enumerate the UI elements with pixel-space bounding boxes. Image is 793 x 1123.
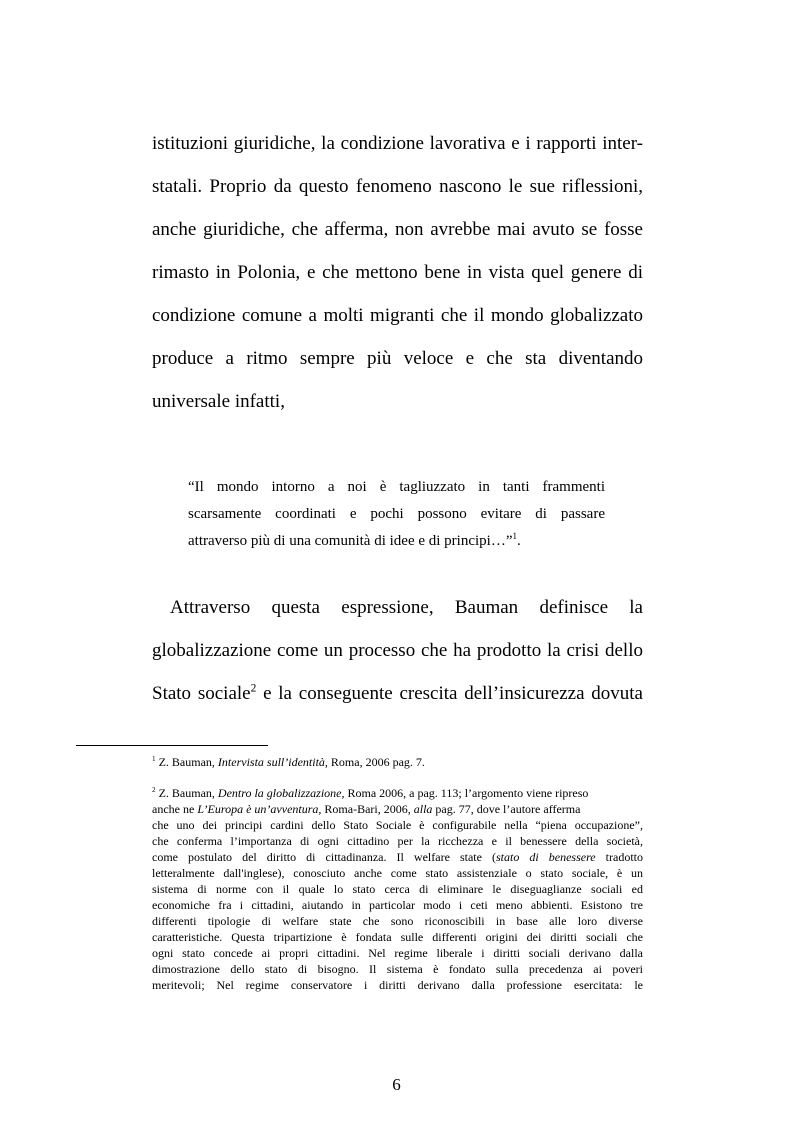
body-line: condizione comune a molti migranti che il mondo globalizzato xyxy=(152,305,643,326)
footnote-line: economiche fra i cittadini, aiutando in particolar modo i ceti meno abbienti. Esistono tre xyxy=(152,898,643,912)
footnote-text: Roma 2006, a pag. 113; l’argomento viene ripreso xyxy=(344,786,589,800)
body-line: istituzioni giuridiche, la condizione lavorativa e i rapporti inter- xyxy=(152,133,643,154)
footnote-line: caratteristiche. Questa tripartizione è fondata sulle differenti origini dei diritti sociali che xyxy=(152,930,643,944)
footnote-text: Roma-Bari, 2006, xyxy=(321,802,414,816)
footnote-ref[interactable]: 1 xyxy=(512,531,517,541)
footnote-text: anche ne xyxy=(152,802,198,816)
footnote-line: che conferma l’importanza di ogni cittadino per la ricchezza e il benessere della società, xyxy=(152,834,643,848)
body-line: Attraverso questa espressione, Bauman definisce la xyxy=(170,597,643,618)
footnote-separator xyxy=(76,745,268,746)
body-line: anche giuridiche, che afferma, non avrebbe mai avuto se fosse xyxy=(152,219,643,240)
footnote-line: che uno dei principi cardini dello Stato Sociale è configurabile nella “piena occupazione”, xyxy=(152,818,643,832)
page-number: 6 xyxy=(392,1075,401,1094)
footnote-line: differenti tipologie di welfare state che sono riconoscibili in base alle loro diverse xyxy=(152,914,643,928)
quote-line: scarsamente coordinati e pochi possono evitare di passare xyxy=(188,506,605,522)
quote-line xyxy=(188,531,605,551)
footnote-title: L’Europa è un’avventura, xyxy=(197,802,322,816)
footnote-title: Dentro la globalizzazione, xyxy=(217,786,345,800)
footnote-marker: 1 xyxy=(152,755,156,763)
footnote-line: meritevoli; Nel regime conservatore i diritti derivano dalla professione esercitata: le xyxy=(152,978,643,992)
body-text: Stato sociale xyxy=(152,683,251,704)
footnote-text: come postulato del diritto di cittadinanza. Il welfare state ( xyxy=(152,850,496,864)
footnote-italic: alla xyxy=(413,802,433,816)
body-text: e la conseguente crescita dell’insicurezza dovuta xyxy=(256,683,643,704)
quote-end: . xyxy=(517,533,521,549)
body-line: universale infatti, xyxy=(152,391,285,412)
body-line: produce a ritmo sempre più veloce e che sta diventando xyxy=(152,348,643,369)
footnote-line: letteralmente dall'inglese), conosciuto anche come stato assistenziale o stato sociale, è un xyxy=(152,866,643,880)
footnote-text: Roma, 2006 pag. 7. xyxy=(327,755,425,769)
footnote-marker: 2 xyxy=(152,786,156,794)
footnote-line xyxy=(152,850,643,865)
footnote-line xyxy=(152,786,643,801)
footnote-text: tradotto xyxy=(595,850,643,864)
footnote-text: pag. 77, dove l’autore afferma xyxy=(432,802,581,816)
quote-text: attraverso più di una comunità di idee e di principi…” xyxy=(188,533,513,549)
footnote-line: dimostrazione dello stato di bisogno. Il sistema è fondato sulla precedenza ai poveri xyxy=(152,962,643,976)
body-line xyxy=(152,682,643,706)
quote-line: “Il mondo intorno a noi è tagliuzzato in tanti frammenti xyxy=(188,479,605,495)
body-line: globalizzazione come un processo che ha prodotto la crisi dello xyxy=(152,640,643,661)
footnote-1 xyxy=(152,755,643,770)
footnote-line xyxy=(152,802,643,817)
footnote-text: Z. Bauman, xyxy=(155,755,218,769)
footnote-ref[interactable]: 2 xyxy=(250,682,257,695)
footnote-title: Intervista sull’identità, xyxy=(217,755,328,769)
footnote-text: Z. Bauman, xyxy=(155,786,218,800)
footnote-line: sistema di norme con il quale lo stato cerca di eliminare le diseguaglianze sociali ed xyxy=(152,882,643,896)
footnote-line: ogni stato concede ai propri cittadini. Nel regime liberale i diritti sociali derivano dalla xyxy=(152,946,643,960)
body-line: statali. Proprio da questo fenomeno nascono le sue riflessioni, xyxy=(152,176,643,197)
body-line: rimasto in Polonia, e che mettono bene in vista quel genere di xyxy=(152,262,643,283)
footnote-italic: stato di benessere xyxy=(495,850,596,864)
